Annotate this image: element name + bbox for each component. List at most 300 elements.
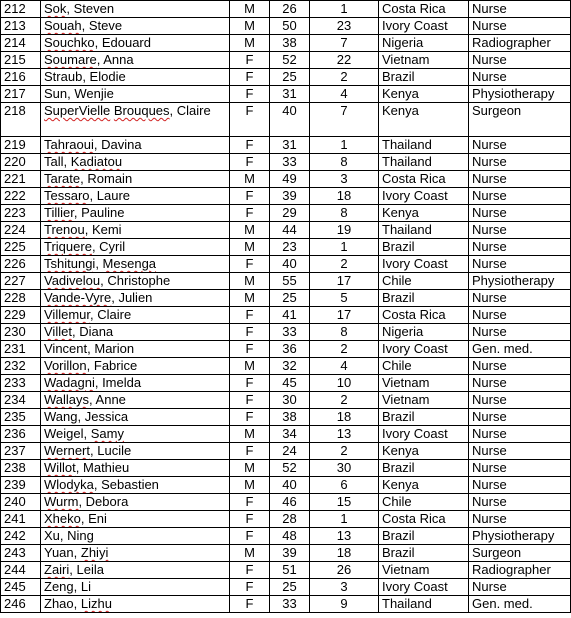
name-cell: Triquere, Cyril bbox=[41, 239, 230, 256]
age-cell: 23 bbox=[270, 239, 310, 256]
sex-cell: F bbox=[230, 511, 270, 528]
sex-cell: F bbox=[230, 596, 270, 613]
sex-cell: F bbox=[230, 375, 270, 392]
given-name-text: Christophe bbox=[107, 273, 171, 288]
row-id-cell: 212 bbox=[1, 1, 41, 18]
name-cell: Vincent, Marion bbox=[41, 341, 230, 358]
country-cell: Vietnam bbox=[379, 52, 469, 69]
name-cell: Tarate, Romain bbox=[41, 171, 230, 188]
age-cell: 25 bbox=[270, 290, 310, 307]
profession-cell: Physiotherapy bbox=[469, 528, 571, 545]
years-cell: 3 bbox=[310, 171, 379, 188]
years-cell: 2 bbox=[310, 443, 379, 460]
table-row bbox=[1, 18, 571, 35]
country-cell: Kenya bbox=[379, 86, 469, 103]
country-cell: Nigeria bbox=[379, 324, 469, 341]
sex-cell: F bbox=[230, 324, 270, 341]
surname-text: Souah bbox=[44, 18, 82, 33]
table-row bbox=[1, 596, 571, 613]
given-name-text: Diana bbox=[79, 324, 114, 339]
sex-cell: F bbox=[230, 409, 270, 426]
sex-cell: M bbox=[230, 35, 270, 52]
sex-cell: F bbox=[230, 52, 270, 69]
age-cell: 45 bbox=[270, 375, 310, 392]
table-row bbox=[1, 528, 571, 545]
sex-cell: M bbox=[230, 290, 270, 307]
profession-cell: Nurse bbox=[469, 307, 571, 324]
profession-cell: Gen. med. bbox=[469, 341, 571, 358]
age-cell: 24 bbox=[270, 443, 310, 460]
age-cell: 32 bbox=[270, 358, 310, 375]
name-cell: Zeng, Li bbox=[41, 579, 230, 596]
surname-text: Wallays bbox=[44, 392, 90, 407]
sex-cell: M bbox=[230, 545, 270, 562]
years-cell: 5 bbox=[310, 290, 379, 307]
age-cell: 34 bbox=[270, 426, 310, 443]
sex-cell: M bbox=[230, 1, 270, 18]
age-cell: 33 bbox=[270, 596, 310, 613]
given-name-text: Anne bbox=[95, 392, 126, 407]
given-name-text: Pauline bbox=[81, 205, 125, 220]
surname-text: Vorillon bbox=[44, 358, 87, 373]
surname-text: Wlodyka bbox=[44, 477, 94, 492]
age-cell: 38 bbox=[270, 35, 310, 52]
age-cell: 25 bbox=[270, 69, 310, 86]
given-name-text: Leila bbox=[76, 562, 104, 577]
surname-text: Straub bbox=[44, 69, 83, 84]
age-cell: 30 bbox=[270, 392, 310, 409]
surname-text: Tall bbox=[44, 154, 64, 169]
profession-cell: Radiographer bbox=[469, 35, 571, 52]
table-row bbox=[1, 52, 571, 69]
table-row bbox=[1, 307, 571, 324]
row-id-cell: 238 bbox=[1, 460, 41, 477]
table-row bbox=[1, 290, 571, 307]
name-cell: Tall, Kadiatou bbox=[41, 154, 230, 171]
table-row bbox=[1, 426, 571, 443]
years-cell: 18 bbox=[310, 409, 379, 426]
age-cell: 38 bbox=[270, 409, 310, 426]
row-id-cell: 218 bbox=[1, 103, 41, 137]
given-name-text: Steven bbox=[73, 1, 115, 16]
sex-cell: M bbox=[230, 18, 270, 35]
given-name-text: Julien bbox=[118, 290, 153, 305]
country-cell: Costa Rica bbox=[379, 171, 469, 188]
name-cell: Wadagni, Imelda bbox=[41, 375, 230, 392]
row-id-cell: 222 bbox=[1, 188, 41, 205]
years-cell: 2 bbox=[310, 341, 379, 358]
name-cell: Wallays, Anne bbox=[41, 392, 230, 409]
country-cell: Kenya bbox=[379, 205, 469, 222]
age-cell: 50 bbox=[270, 18, 310, 35]
name-cell: SuperVielle Brouques, Claire bbox=[41, 103, 230, 137]
name-cell: Villet, Diana bbox=[41, 324, 230, 341]
name-cell: Wang, Jessica bbox=[41, 409, 230, 426]
country-cell: Ivory Coast bbox=[379, 341, 469, 358]
given-name-text: Laure bbox=[96, 188, 131, 203]
surname-text: Trenou bbox=[44, 222, 85, 237]
name-cell: Sok, Steven bbox=[41, 1, 230, 18]
years-cell: 18 bbox=[310, 188, 379, 205]
name-cell: Xheko, Eni bbox=[41, 511, 230, 528]
surname-text: SuperVielle Brouques bbox=[44, 103, 170, 118]
years-cell: 4 bbox=[310, 86, 379, 103]
age-cell: 51 bbox=[270, 562, 310, 579]
given-name-text: Lizhu bbox=[80, 596, 112, 611]
name-cell: Zhao, Lizhu bbox=[41, 596, 230, 613]
surname-text: Tillier bbox=[44, 205, 74, 220]
age-cell: 28 bbox=[270, 511, 310, 528]
row-id-cell: 215 bbox=[1, 52, 41, 69]
table-row bbox=[1, 477, 571, 494]
country-cell: Costa Rica bbox=[379, 307, 469, 324]
country-cell: Vietnam bbox=[379, 392, 469, 409]
sex-cell: F bbox=[230, 494, 270, 511]
years-cell: 6 bbox=[310, 477, 379, 494]
country-cell: Thailand bbox=[379, 154, 469, 171]
table-row bbox=[1, 460, 571, 477]
name-cell: Souchko, Edouard bbox=[41, 35, 230, 52]
given-name-text: Fabrice bbox=[93, 358, 138, 373]
given-name-text: Eni bbox=[88, 511, 107, 526]
surname-text: Weigel bbox=[44, 426, 84, 441]
given-name-text: Romain bbox=[87, 171, 133, 186]
sex-cell: M bbox=[230, 222, 270, 239]
table-row bbox=[1, 222, 571, 239]
surname-text: Tshitungi bbox=[44, 256, 96, 271]
country-cell: Nigeria bbox=[379, 35, 469, 52]
country-cell: Vietnam bbox=[379, 562, 469, 579]
table-row bbox=[1, 392, 571, 409]
row-id-cell: 243 bbox=[1, 545, 41, 562]
profession-cell: Nurse bbox=[469, 1, 571, 18]
table-row bbox=[1, 511, 571, 528]
table-row bbox=[1, 171, 571, 188]
row-id-cell: 216 bbox=[1, 69, 41, 86]
given-name-text: Elodie bbox=[89, 69, 126, 84]
given-name-text: Lucile bbox=[97, 443, 132, 458]
row-id-cell: 220 bbox=[1, 154, 41, 171]
age-cell: 48 bbox=[270, 528, 310, 545]
years-cell: 8 bbox=[310, 205, 379, 222]
profession-cell: Nurse bbox=[469, 52, 571, 69]
table-row bbox=[1, 86, 571, 103]
profession-cell: Nurse bbox=[469, 239, 571, 256]
sex-cell: M bbox=[230, 358, 270, 375]
row-id-cell: 224 bbox=[1, 222, 41, 239]
row-id-cell: 233 bbox=[1, 375, 41, 392]
years-cell: 4 bbox=[310, 358, 379, 375]
sex-cell: F bbox=[230, 443, 270, 460]
sex-cell: F bbox=[230, 137, 270, 154]
years-cell: 23 bbox=[310, 18, 379, 35]
row-id-cell: 223 bbox=[1, 205, 41, 222]
given-name-text: Claire bbox=[176, 103, 211, 118]
profession-cell: Nurse bbox=[469, 409, 571, 426]
table-row bbox=[1, 545, 571, 562]
age-cell: 33 bbox=[270, 324, 310, 341]
name-cell: Wurm, Debora bbox=[41, 494, 230, 511]
name-cell: Willot, Mathieu bbox=[41, 460, 230, 477]
given-name-text: Li bbox=[80, 579, 91, 594]
sex-cell: F bbox=[230, 392, 270, 409]
sex-cell: F bbox=[230, 562, 270, 579]
name-cell: Zairi, Leila bbox=[41, 562, 230, 579]
years-cell: 1 bbox=[310, 1, 379, 18]
years-cell: 30 bbox=[310, 460, 379, 477]
country-cell: Ivory Coast bbox=[379, 579, 469, 596]
name-cell: Weigel, Samy bbox=[41, 426, 230, 443]
surname-text: Xheko bbox=[44, 511, 81, 526]
years-cell: 18 bbox=[310, 545, 379, 562]
surname-text: Zeng bbox=[44, 579, 74, 594]
country-cell: Brazil bbox=[379, 528, 469, 545]
surname-text: Tarate bbox=[44, 171, 81, 186]
table-row bbox=[1, 69, 571, 86]
given-name-text: Marion bbox=[94, 341, 135, 356]
profession-cell: Physiotherapy bbox=[469, 86, 571, 103]
profession-cell: Nurse bbox=[469, 137, 571, 154]
country-cell: Thailand bbox=[379, 596, 469, 613]
given-name-text: Mathieu bbox=[83, 460, 130, 475]
country-cell: Chile bbox=[379, 273, 469, 290]
name-cell: Yuan, Zhiyi bbox=[41, 545, 230, 562]
row-id-cell: 237 bbox=[1, 443, 41, 460]
age-cell: 25 bbox=[270, 579, 310, 596]
age-cell: 31 bbox=[270, 86, 310, 103]
surname-text: Tessaro bbox=[44, 188, 90, 203]
age-cell: 41 bbox=[270, 307, 310, 324]
row-id-cell: 231 bbox=[1, 341, 41, 358]
given-name-text: Davina bbox=[101, 137, 142, 152]
row-id-cell: 239 bbox=[1, 477, 41, 494]
profession-cell: Nurse bbox=[469, 205, 571, 222]
profession-cell: Gen. med. bbox=[469, 596, 571, 613]
sex-cell: F bbox=[230, 154, 270, 171]
sex-cell: F bbox=[230, 528, 270, 545]
given-name-text: Sebastien bbox=[101, 477, 159, 492]
row-id-cell: 214 bbox=[1, 35, 41, 52]
surname-text: Tahraoui bbox=[44, 137, 94, 152]
profession-cell: Nurse bbox=[469, 494, 571, 511]
years-cell: 2 bbox=[310, 392, 379, 409]
country-cell: Chile bbox=[379, 494, 469, 511]
sex-cell: F bbox=[230, 307, 270, 324]
years-cell: 26 bbox=[310, 562, 379, 579]
age-cell: 52 bbox=[270, 460, 310, 477]
name-cell: Souah, Steve bbox=[41, 18, 230, 35]
row-id-cell: 229 bbox=[1, 307, 41, 324]
surname-text: Wang bbox=[44, 409, 78, 424]
country-cell: Brazil bbox=[379, 69, 469, 86]
sex-cell: F bbox=[230, 103, 270, 137]
country-cell: Brazil bbox=[379, 409, 469, 426]
country-cell: Costa Rica bbox=[379, 1, 469, 18]
name-cell: Sun, Wenjie bbox=[41, 86, 230, 103]
profession-cell: Physiotherapy bbox=[469, 273, 571, 290]
name-cell: Wernert, Lucile bbox=[41, 443, 230, 460]
years-cell: 2 bbox=[310, 256, 379, 273]
given-name-text: Claire bbox=[97, 307, 132, 322]
profession-cell: Nurse bbox=[469, 358, 571, 375]
row-id-cell: 242 bbox=[1, 528, 41, 545]
name-cell: Vorillon, Fabrice bbox=[41, 358, 230, 375]
table-row bbox=[1, 375, 571, 392]
years-cell: 9 bbox=[310, 596, 379, 613]
age-cell: 33 bbox=[270, 154, 310, 171]
table-row bbox=[1, 1, 571, 18]
sex-cell: M bbox=[230, 460, 270, 477]
age-cell: 44 bbox=[270, 222, 310, 239]
country-cell: Brazil bbox=[379, 545, 469, 562]
name-cell: Vande-Vyre, Julien bbox=[41, 290, 230, 307]
name-cell: Trenou, Kemi bbox=[41, 222, 230, 239]
age-cell: 39 bbox=[270, 545, 310, 562]
sex-cell: F bbox=[230, 188, 270, 205]
years-cell: 8 bbox=[310, 324, 379, 341]
row-id-cell: 230 bbox=[1, 324, 41, 341]
profession-cell: Surgeon bbox=[469, 103, 571, 137]
surname-text: Wadagni bbox=[44, 375, 95, 390]
surname-text: Soumare bbox=[44, 52, 97, 67]
name-cell: Wlodyka, Sebastien bbox=[41, 477, 230, 494]
years-cell: 1 bbox=[310, 511, 379, 528]
table-body bbox=[1, 1, 571, 613]
name-cell: Tshitungi, Mesenga bbox=[41, 256, 230, 273]
table-row bbox=[1, 358, 571, 375]
given-name-text: Ning bbox=[67, 528, 94, 543]
name-cell: Straub, Elodie bbox=[41, 69, 230, 86]
age-cell: 40 bbox=[270, 103, 310, 137]
years-cell: 17 bbox=[310, 307, 379, 324]
table-row bbox=[1, 103, 571, 137]
profession-cell: Nurse bbox=[469, 443, 571, 460]
table-row bbox=[1, 35, 571, 52]
surname-text: Sok bbox=[44, 1, 67, 16]
name-cell: Soumare, Anna bbox=[41, 52, 230, 69]
profession-cell: Nurse bbox=[469, 188, 571, 205]
row-id-cell: 241 bbox=[1, 511, 41, 528]
surname-text: Villet bbox=[44, 324, 72, 339]
years-cell: 22 bbox=[310, 52, 379, 69]
row-id-cell: 225 bbox=[1, 239, 41, 256]
given-name-text: Imelda bbox=[102, 375, 142, 390]
name-cell: Villemur, Claire bbox=[41, 307, 230, 324]
age-cell: 26 bbox=[270, 1, 310, 18]
country-cell: Kenya bbox=[379, 477, 469, 494]
age-cell: 40 bbox=[270, 477, 310, 494]
surname-text: Villemur bbox=[44, 307, 91, 322]
years-cell: 10 bbox=[310, 375, 379, 392]
given-name-text: Wenjie bbox=[74, 86, 114, 101]
sex-cell: F bbox=[230, 256, 270, 273]
table-row bbox=[1, 409, 571, 426]
profession-cell: Nurse bbox=[469, 579, 571, 596]
table-row bbox=[1, 443, 571, 460]
row-id-cell: 217 bbox=[1, 86, 41, 103]
profession-cell: Nurse bbox=[469, 290, 571, 307]
country-cell: Brazil bbox=[379, 460, 469, 477]
age-cell: 46 bbox=[270, 494, 310, 511]
profession-cell: Nurse bbox=[469, 154, 571, 171]
country-cell: Ivory Coast bbox=[379, 18, 469, 35]
profession-cell: Nurse bbox=[469, 511, 571, 528]
age-cell: 36 bbox=[270, 341, 310, 358]
given-name-text: Edouard bbox=[101, 35, 151, 50]
surname-text: Souchko bbox=[44, 35, 95, 50]
country-cell: Ivory Coast bbox=[379, 188, 469, 205]
sex-cell: M bbox=[230, 426, 270, 443]
sex-cell: M bbox=[230, 477, 270, 494]
row-id-cell: 226 bbox=[1, 256, 41, 273]
table-row bbox=[1, 137, 571, 154]
sex-cell: F bbox=[230, 86, 270, 103]
given-name-text: Cyril bbox=[99, 239, 126, 254]
given-name-text: Jessica bbox=[84, 409, 129, 424]
sex-cell: F bbox=[230, 579, 270, 596]
country-cell: Chile bbox=[379, 358, 469, 375]
given-name-text: Samy bbox=[90, 426, 124, 441]
profession-cell: Surgeon bbox=[469, 545, 571, 562]
profession-cell: Nurse bbox=[469, 18, 571, 35]
table-row bbox=[1, 494, 571, 511]
sex-cell: F bbox=[230, 341, 270, 358]
table-row bbox=[1, 256, 571, 273]
surname-text: Vande-Vyre bbox=[44, 290, 112, 305]
surname-text: Wernert bbox=[44, 443, 90, 458]
profession-cell: Nurse bbox=[469, 256, 571, 273]
table-row bbox=[1, 154, 571, 171]
country-cell: Costa Rica bbox=[379, 511, 469, 528]
years-cell: 3 bbox=[310, 579, 379, 596]
age-cell: 39 bbox=[270, 188, 310, 205]
profession-cell: Nurse bbox=[469, 460, 571, 477]
table-row bbox=[1, 562, 571, 579]
row-id-cell: 236 bbox=[1, 426, 41, 443]
table-row bbox=[1, 188, 571, 205]
sex-cell: M bbox=[230, 171, 270, 188]
table-row bbox=[1, 205, 571, 222]
profession-cell: Nurse bbox=[469, 324, 571, 341]
row-id-cell: 234 bbox=[1, 392, 41, 409]
age-cell: 31 bbox=[270, 137, 310, 154]
country-cell: Brazil bbox=[379, 239, 469, 256]
table-row bbox=[1, 239, 571, 256]
surname-text: Vincent bbox=[44, 341, 88, 356]
years-cell: 13 bbox=[310, 528, 379, 545]
years-cell: 2 bbox=[310, 69, 379, 86]
age-cell: 49 bbox=[270, 171, 310, 188]
surname-text: Wurm bbox=[44, 494, 79, 509]
country-cell: Kenya bbox=[379, 443, 469, 460]
table-row bbox=[1, 579, 571, 596]
row-id-cell: 235 bbox=[1, 409, 41, 426]
given-name-text: Steve bbox=[88, 18, 123, 33]
profession-cell: Nurse bbox=[469, 426, 571, 443]
country-cell: Kenya bbox=[379, 103, 469, 137]
given-name-text: Zhiyi bbox=[80, 545, 109, 560]
surname-text: Vadivelou bbox=[44, 273, 101, 288]
years-cell: 1 bbox=[310, 239, 379, 256]
given-name-text: Mesenga bbox=[102, 256, 157, 271]
sex-cell: F bbox=[230, 69, 270, 86]
age-cell: 52 bbox=[270, 52, 310, 69]
given-name-text: Kadiatou bbox=[70, 154, 123, 169]
row-id-cell: 245 bbox=[1, 579, 41, 596]
profession-cell: Nurse bbox=[469, 69, 571, 86]
name-cell: Vadivelou, Christophe bbox=[41, 273, 230, 290]
country-cell: Thailand bbox=[379, 222, 469, 239]
